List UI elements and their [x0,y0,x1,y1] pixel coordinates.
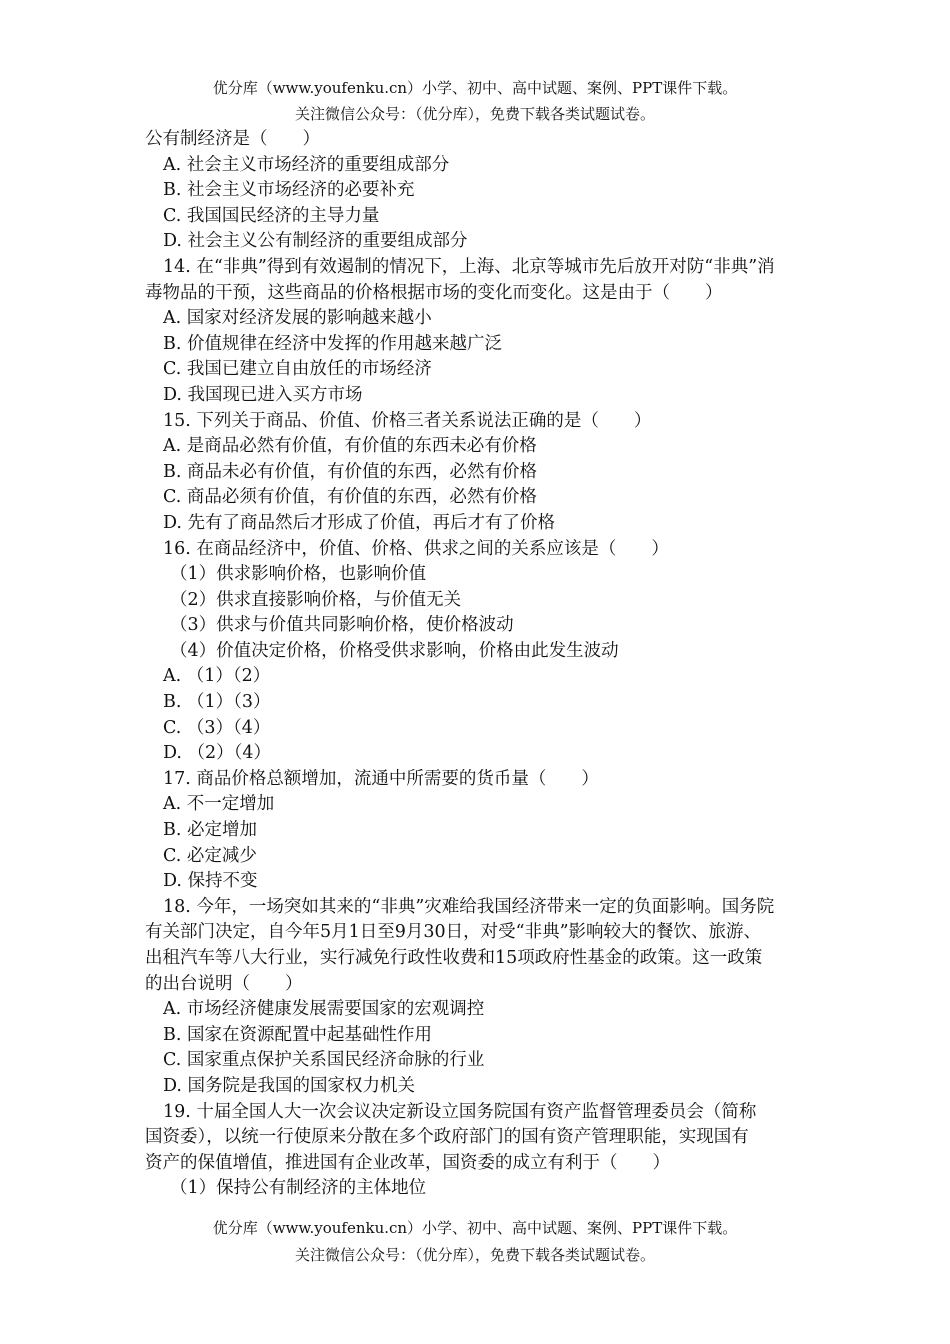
text-line: 公有制经济是（ ） [145,129,320,149]
statement-line: （1）供求影响价格，也影响价值 [170,564,427,585]
option-line: C. 我国已建立自由放任的市场经济 [163,359,432,380]
text-line: 有关部门决定，自今年5月1日至9月30日，对受“非典”影响较大的餐饮、旅游、 [145,922,762,943]
option-line: C. 必定减少 [163,845,257,866]
option-line: A. 国家对经济发展的影响越来越小 [163,308,432,329]
option-line: B. （1）（3） [163,692,271,713]
question-line: 19. 十届全国人大一次会议决定新设立国务院国有资产监督管理委员会（简称 [163,1101,757,1122]
text-line: 国资委），以统一行使原来分散在多个政府部门的国有资产管理职能，实现国有 [145,1127,749,1148]
page-footer-line-2: 关注微信公众号：（优分库），免费下载各类试题试卷。 [294,1246,655,1264]
option-line: D. （2）（4） [163,743,272,764]
text-line: 资产的保值增值，推进国有企业改革，国资委的成立有利于（ ） [145,1152,670,1173]
option-line: A. （1）（2） [163,666,271,687]
statement-line: （3）供求与价值共同影响价格，使价格波动 [170,615,514,636]
statement-line: （2）供求直接影响价格，与价值无关 [170,589,462,610]
option-line: A. 不一定增加 [163,794,275,815]
option-line: B. 价值规律在经济中发挥的作用越来越广泛 [163,333,502,354]
option-line: A. 是商品必然有价值，有价值的东西未必有价格 [163,436,537,457]
option-line: A. 社会主义市场经济的重要组成部分 [163,154,450,175]
page-header-line-2: 关注微信公众号：（优分库），免费下载各类试题试卷。 [294,105,655,123]
question-line: 14. 在“非典”得到有效遏制的情况下，上海、北京等城市先后放开对防“非典”消 [163,256,775,277]
text-line: 的出台说明（ ） [145,973,303,994]
text-line: 毒物品的干预，这些商品的价格根据市场的变化而变化。这是由于（ ） [145,282,723,303]
option-line: C. 我国国民经济的主导力量 [163,205,380,226]
question-line: 15. 下列关于商品、价值、价格三者关系说法正确的是（ ） [163,410,652,431]
question-line: 16. 在商品经济中，价值、价格、供求之间的关系应该是（ ） [163,538,669,559]
text-line: 出租汽车等八大行业，实行减免行政性收费和15项政府性基金的政策。这一政策 [145,948,763,968]
option-line: C. 商品必须有价值，有价值的东西，必然有价格 [163,487,537,508]
option-line: C. 国家重点保护关系国民经济命脉的行业 [163,1050,485,1071]
option-line: D. 保持不变 [163,871,258,892]
option-line: A. 市场经济健康发展需要国家的宏观调控 [163,999,485,1020]
option-line: D. 国务院是我国的国家权力机关 [163,1075,416,1096]
option-line: B. 社会主义市场经济的必要补充 [163,180,415,201]
option-line: C. （3）（4） [163,717,271,738]
page-header-line-1: 优分库（www.youfenku.cn）小学、初中、高中试题、案例、PPT课件下载。 [212,79,738,97]
option-line: B. 必定增加 [163,820,257,841]
option-line: D. 先有了商品然后才形成了价值，再后才有了价格 [163,512,556,533]
question-line: 18. 今年，一场突如其来的“非典”灾难给我国经济带来一定的负面影响。国务院 [163,896,775,917]
question-line: 17. 商品价格总额增加，流通中所需要的货币量（ ） [163,768,599,789]
page-footer-line-1: 优分库（www.youfenku.cn）小学、初中、高中试题、案例、PPT课件下载。 [212,1219,738,1237]
option-line: B. 商品未必有价值，有价值的东西，必然有价格 [163,461,537,482]
statement-line: （4）价值决定价格，价格受供求影响，价格由此发生波动 [170,640,619,661]
document-body [145,127,810,1202]
statement-line: （1）保持公有制经济的主体地位 [170,1178,427,1199]
option-line: D. 我国现已进入买方市场 [163,384,363,405]
option-line: B. 国家在资源配置中起基础性作用 [163,1024,432,1045]
option-line: D. 社会主义公有制经济的重要组成部分 [163,231,468,252]
